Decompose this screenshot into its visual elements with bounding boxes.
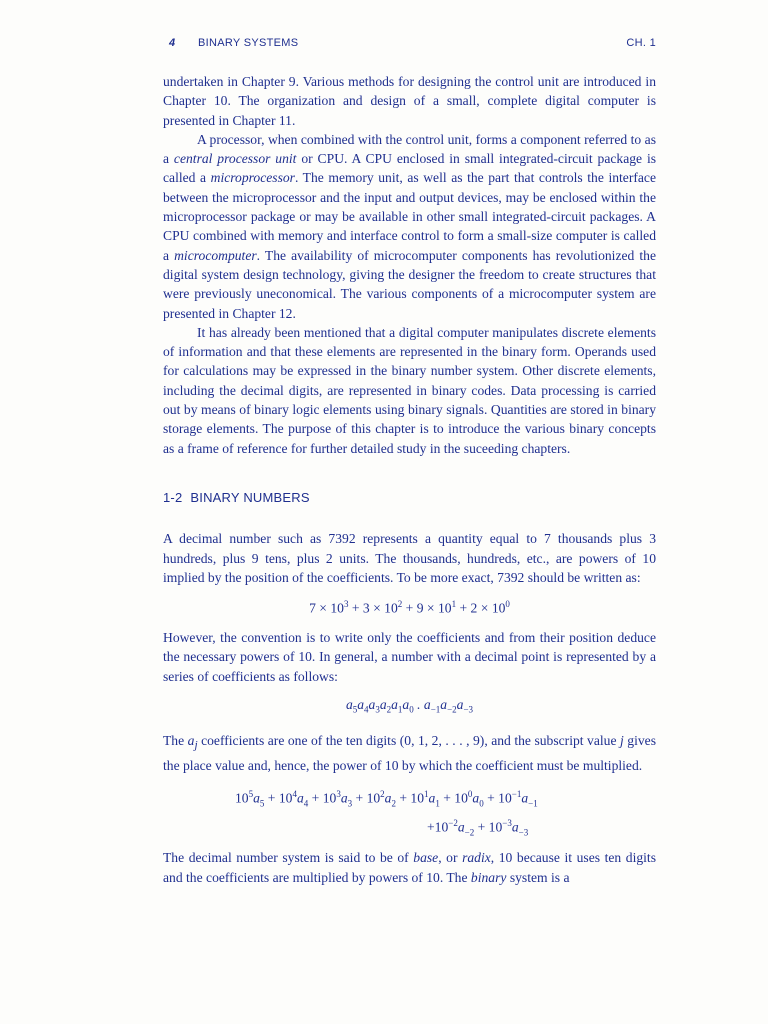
paragraph-4: A decimal number such as 7392 represents a quantity equal to 7 thousands plus 3 hundreds, plus 9 tens, plus 2 units. The thousands, hundreds, etc., are powers of 10 implied by the position of the coefficients. To be more exact, 7392 should be written as: — [163, 531, 656, 585]
page-number: 4 — [169, 37, 176, 49]
term-microcomputer: microcomputer — [174, 247, 257, 263]
section-heading — [163, 488, 656, 507]
equation-7392: $7 \times 10^3 + 3 \times 10^2 + 9 \times 10^1 + 2 \times 10^0$ — [309, 599, 510, 616]
chapter-label: CH. 1 — [626, 37, 656, 49]
section-title: BINARY NUMBERS — [190, 489, 310, 505]
paragraph-5: However, the convention is to write only the coefficients and from their position deduce the necessary powers of 10. In general, a number with a decimal point is represented by a series of coefficients as follows: — [163, 629, 656, 684]
coefficient-series: $a_5a_4a_3a_2a_1a_0$ . $a_{-1}a_{-2}a_{-3}$ — [345, 696, 474, 715]
page-body — [163, 72, 656, 887]
power-expansion-line-1: $10^5a_5 + 10^4a_4 + 10^3a_3 + 10^2a_2 + 10^1a_1 + 10^0a_0 + 10^{-1}a_{-1}$ — [235, 789, 538, 809]
term-cpu: central processor unit — [173, 151, 297, 167]
paragraph-3: It has already been mentioned that a digital computer manipulates discrete elements of information and that these elements are represented in the binary form. Operands used for calculations may be expressed in the binary number system. Other discrete elements, including the decimal digits, are represented in binary codes. Data processing is carried out by means of binary logic elements using binary signals. Quantities are stored in binary storage elements. The purpose of this chapter is to introduce the various binary concepts as a frame of reference for further detailed study in the suceeding chapters. — [163, 324, 656, 456]
term-microprocessor: microprocessor — [210, 170, 295, 186]
power-expansion — [163, 785, 656, 842]
running-title: BINARY SYSTEMS — [198, 37, 299, 49]
paragraph-1: undertaken in Chapter 9. Various methods for designing the control unit are introduced in Chapter 10. The organization and design of a small, complete digital computer is presented in Chapter 11. — [163, 74, 656, 128]
power-expansion-line-2: $+10^{-2}a_{-2} + 10^{-3}a_{-3}$ — [427, 817, 529, 837]
paragraph-2: A processor, when combined with the control unit, forms a component referred to as a central processor unit or CPU. A CPU enclosed in small integrated-circuit package is called a microprocessor. The memory unit, as well as the part that controls the interface between the microprocessor and the input and output devices, may be enclosed within the microprocessor package or may be available in other small integrated-circuit packages. A CPU combined with memory and interface control to form a small-size computer is called a microcomputer. The availability of microcomputer components has revolutionized the digital system design technology, giving the designer the freedom to create structures that were previously uneconomical. The various components of a microcomputer system are presented in Chapter 12. — [163, 131, 657, 321]
paragraph-6: The $a_j$ coefficients are one of the ten digits (0, 1, 2, . . . , 9), and the subscript value j gives the place value and, hence, the power of 10 by which the coefficient must be multiplied. — [163, 732, 656, 773]
paragraph-7: The decimal number system is said to be of base, or radix, 10 because it uses ten digits and the coefficients are multiplied by powers of 10. The binary system is a — [163, 850, 656, 885]
section-number: 1-2 — [163, 489, 183, 505]
running-header — [163, 37, 656, 55]
